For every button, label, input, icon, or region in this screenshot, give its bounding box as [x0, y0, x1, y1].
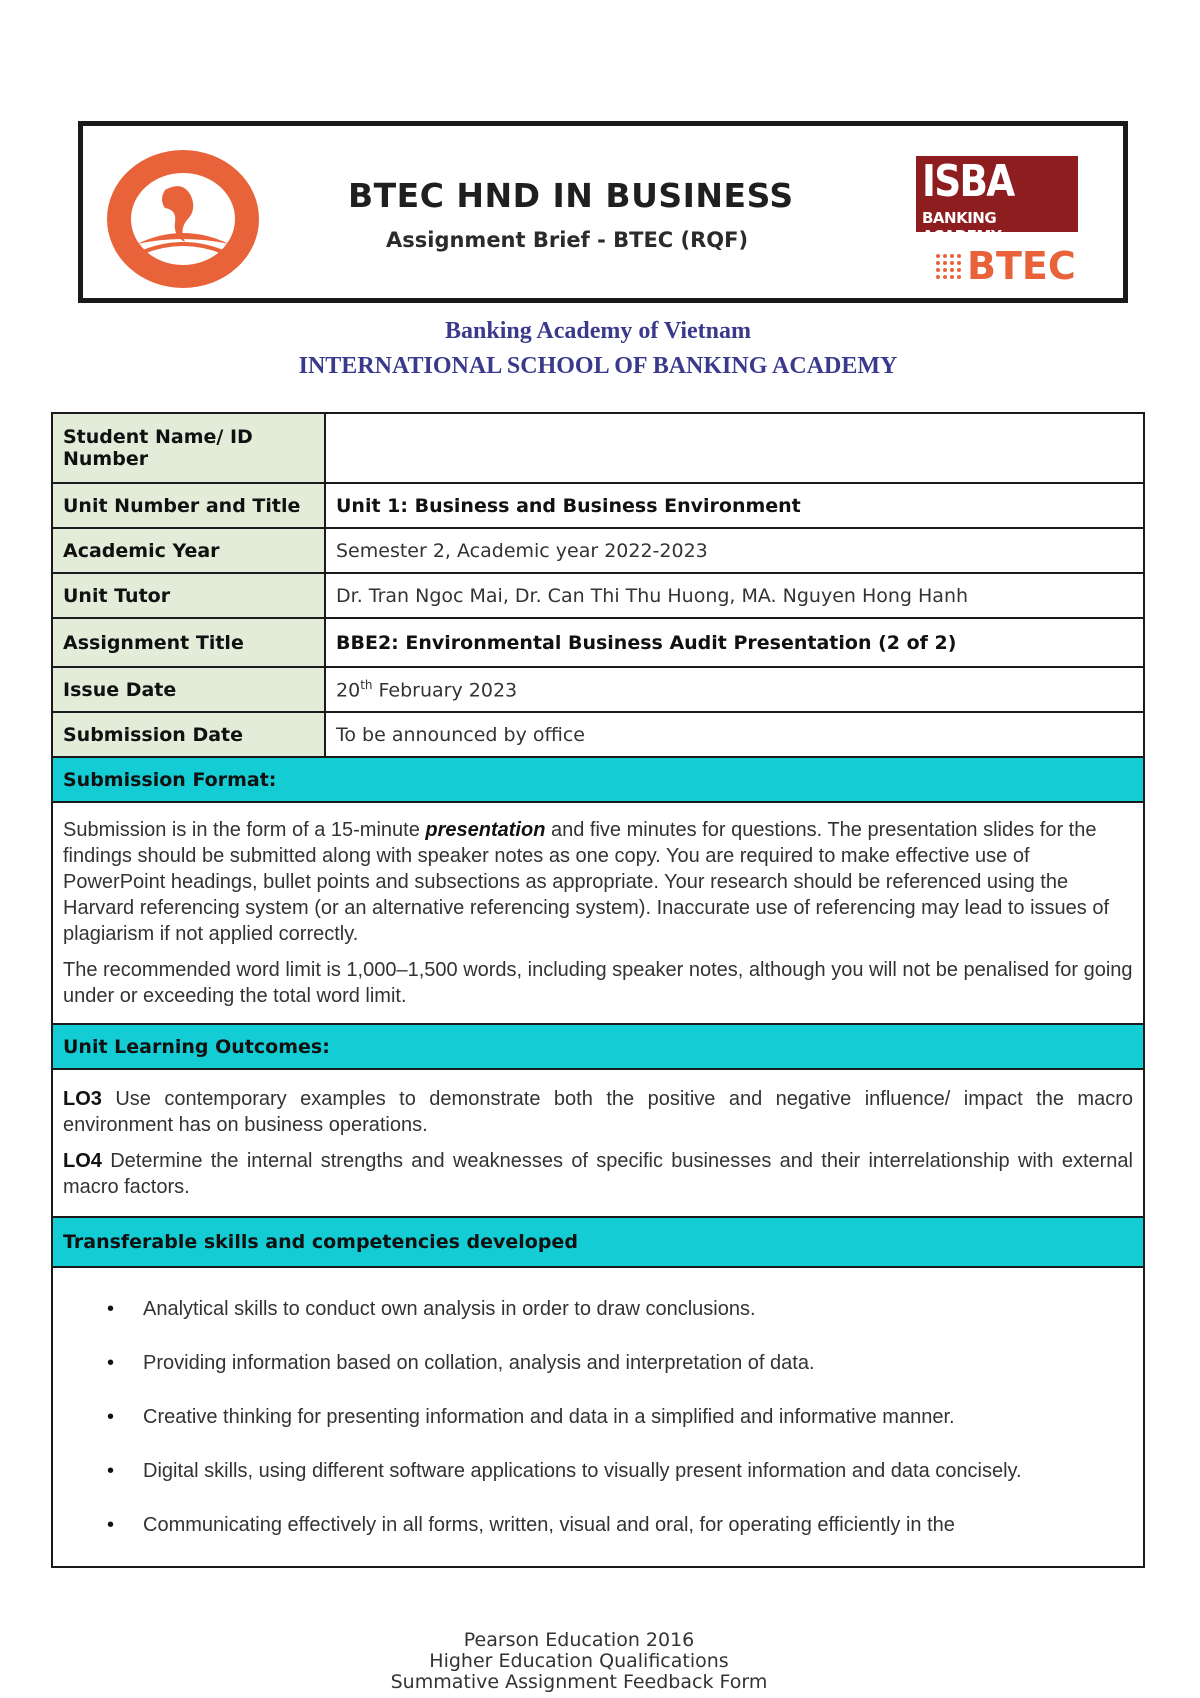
brief-subtitle: Assignment Brief - BTEC (RQF) — [386, 228, 749, 252]
banking-academy-seal-logo — [105, 148, 261, 290]
header-banner — [78, 121, 1128, 303]
submission-format-body — [52, 802, 1144, 1024]
btec-logo-text: BTEC — [967, 244, 1076, 288]
skills-body — [52, 1267, 1144, 1567]
row-label: Issue Date — [52, 667, 325, 712]
assignment-title-value: BBE2: Environmental Business Audit Presentation (2 of 2) — [325, 618, 1144, 667]
submission-paragraph-1: Submission is in the form of a 15-minute presentation and five minutes for questions. The presentation slides for the findings should be submitted along with speaker notes as one copy. You are required to make effective use of PowerPoint headings, bullet points and subsections as appropriate. Your research should be referenced using the Harvard referencing system (or an alternative referencing system). Inaccurate use of referencing may lead to issues of plagiarism if not applied correctly. — [63, 819, 1110, 945]
table-row — [52, 413, 1144, 483]
btec-logo — [933, 244, 1076, 288]
section-header-row — [52, 1024, 1144, 1069]
submission-paragraph-2: The recommended word limit is 1,000–1,500 words, including speaker notes, although you will not be penalised for going under or exceeding the total word limit. — [63, 959, 1133, 1007]
footer-line-3: Summative Assignment Feedback Form — [390, 1671, 768, 1693]
table-row — [52, 712, 1144, 757]
school-name: INTERNATIONAL SCHOOL OF BANKING ACADEMY — [298, 353, 898, 379]
skills-row — [52, 1267, 1144, 1567]
page-footer — [0, 1630, 1158, 1693]
isba-logo-subtext: BANKING ACADEMY — [922, 209, 1002, 245]
skills-list — [63, 1296, 1133, 1566]
program-title: BTEC HND IN BUSINESS — [348, 176, 794, 215]
academy-name: Banking Academy of Vietnam — [444, 318, 752, 344]
table-row — [52, 573, 1144, 618]
unit-tutor-value: Dr. Tran Ngoc Mai, Dr. Can Thi Thu Huong, MA. Nguyen Hong Hanh — [325, 573, 1144, 618]
assignment-brief-table — [51, 412, 1145, 1568]
list-item: • Communicating effectively in all forms, written, visual and oral, for operating efficiently in the — [143, 1512, 1133, 1566]
transferable-skills-heading: Transferable skills and competencies developed — [52, 1217, 1144, 1267]
list-item: • Creative thinking for presenting information and data in a simplified and informative manner. — [143, 1404, 1133, 1458]
table-row — [52, 483, 1144, 528]
lo4-item: LO4 Determine the internal strengths and weaknesses of specific businesses and their interrelationship with external macro factors. — [63, 1150, 1133, 1198]
learning-outcomes-body — [52, 1069, 1144, 1217]
list-item: • Digital skills, using different software applications to visually present information and data concisely. — [143, 1458, 1133, 1512]
table-row — [52, 618, 1144, 667]
isba-logo — [916, 156, 1078, 245]
student-name-field[interactable] — [325, 413, 1144, 483]
learning-outcomes-row — [52, 1069, 1144, 1217]
row-label: Academic Year — [52, 528, 325, 573]
issue-date-value: 20th February 2023 — [325, 667, 1144, 712]
submission-format-row — [52, 802, 1144, 1024]
row-label: Student Name/ ID Number — [52, 413, 325, 483]
list-item: • Providing information based on collation, analysis and interpretation of data. — [143, 1350, 1133, 1404]
row-label: Unit Tutor — [52, 573, 325, 618]
submission-date-value: To be announced by office — [325, 712, 1144, 757]
isba-logo-text: ISBA — [922, 156, 1014, 207]
footer-line-2: Higher Education Qualifications — [429, 1650, 729, 1672]
row-label: Submission Date — [52, 712, 325, 757]
section-header-row — [52, 757, 1144, 802]
section-header-row — [52, 1217, 1144, 1267]
table-row — [52, 528, 1144, 573]
row-label: Assignment Title — [52, 618, 325, 667]
submission-format-heading: Submission Format: — [52, 757, 1144, 802]
row-label: Unit Number and Title — [52, 483, 325, 528]
lo3-item: LO3 Use contemporary examples to demonstrate both the positive and negative influence/ impact the macro environment has on business operations. — [63, 1088, 1133, 1136]
unit-title-value: Unit 1: Business and Business Environment — [325, 483, 1144, 528]
list-item: • Analytical skills to conduct own analysis in order to draw conclusions. — [143, 1296, 1133, 1350]
table-row — [52, 667, 1144, 712]
learning-outcomes-heading: Unit Learning Outcomes: — [52, 1024, 1144, 1069]
footer-line-1: Pearson Education 2016 — [463, 1629, 695, 1651]
academic-year-value: Semester 2, Academic year 2022-2023 — [325, 528, 1144, 573]
btec-dots-icon — [933, 251, 963, 281]
